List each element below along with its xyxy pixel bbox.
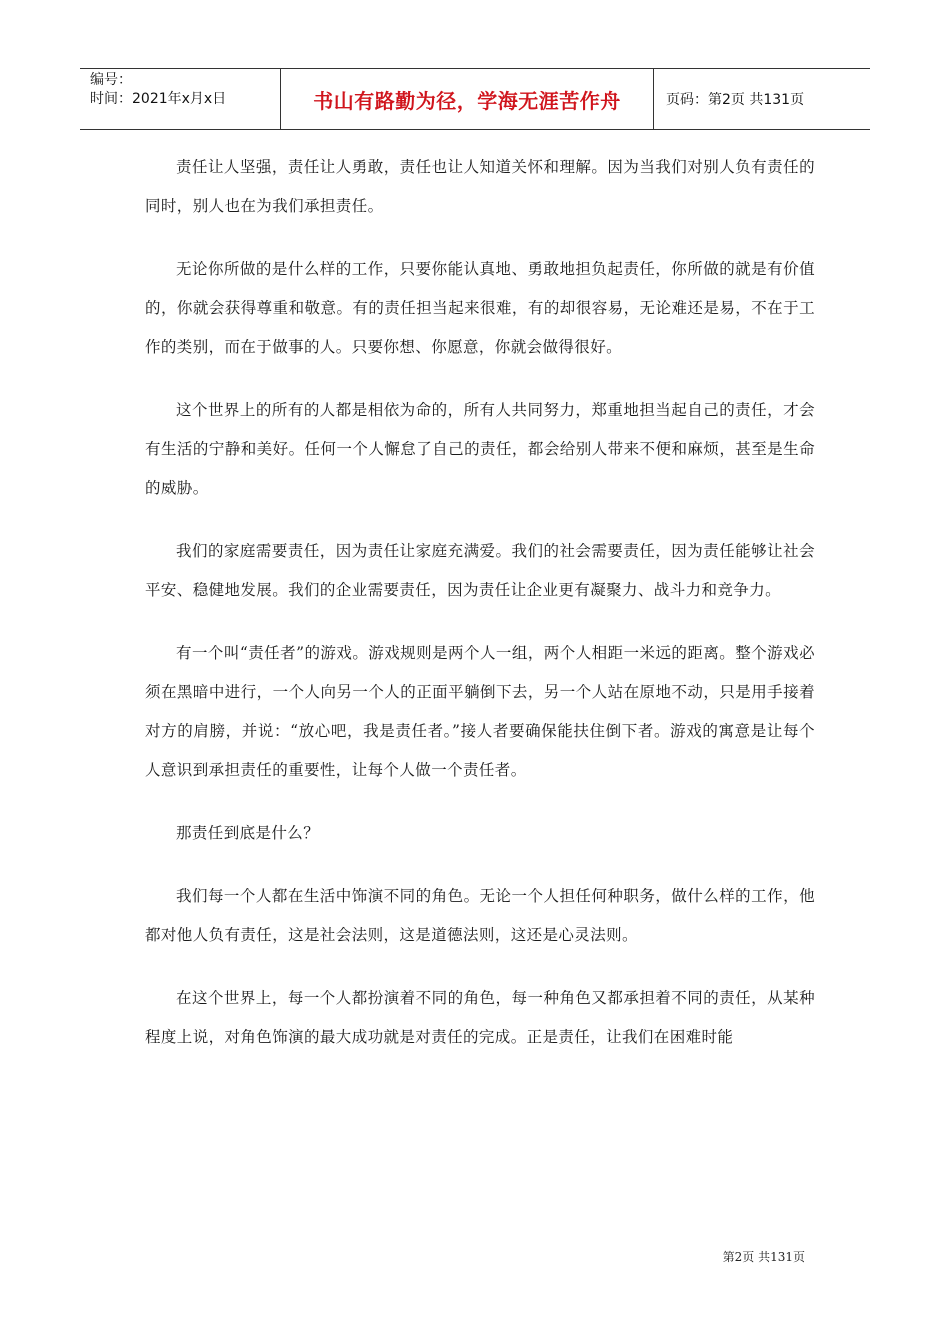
- page-footer: 第2页 共131页: [722, 1250, 805, 1264]
- document-body: [145, 148, 815, 1081]
- header-motto: 书山有路勤为径，学海无涯苦作舟: [281, 69, 654, 129]
- header-page-info: 页码：第2页 共131页: [666, 92, 805, 108]
- paragraph: 无论你所做的是什么样的工作，只要你能认真地、勇敢地担负起责任，你所做的就是有价值的，你就会获得尊重和敬意。有的责任担当起来很难，有的却很容易，无论难还是易，不在于工作的类别，而在于做事的人。只要你想、你愿意，你就会做得很好。: [145, 260, 815, 356]
- paragraph: 有一个叫“责任者”的游戏。游戏规则是两个人一组，两个人相距一米远的距离。整个游戏必须在黑暗中进行，一个人向另一个人的正面平躺倒下去，另一个人站在原地不动，只是用手接着对方的肩膀，并说：“放心吧，我是责任者。”接人者要确保能扶住倒下者。游戏的寓意是让每个人意识到承担责任的重要性，让每个人做一个责任者。: [145, 644, 815, 779]
- header-meta: [80, 69, 281, 129]
- paragraph: 在这个世界上，每一个人都扮演着不同的角色，每一种角色又都承担着不同的责任，从某种程度上说，对角色饰演的最大成功就是对责任的完成。正是责任，让我们在困难时能: [145, 989, 815, 1046]
- paragraph: 责任让人坚强，责任让人勇敢，责任也让人知道关怀和理解。因为当我们对别人负有责任的同时，别人也在为我们承担责任。: [145, 158, 815, 215]
- document-header: [80, 68, 870, 130]
- date-label: 时间：2021年x月x日: [90, 91, 227, 107]
- paragraph: 我们的家庭需要责任，因为责任让家庭充满爱。我们的社会需要责任，因为责任能够让社会平安、稳健地发展。我们的企业需要责任，因为责任让企业更有凝聚力、战斗力和竞争力。: [145, 542, 815, 599]
- paragraph: 那责任到底是什么？: [176, 824, 320, 842]
- paragraph: 这个世界上的所有的人都是相依为命的，所有人共同努力，郑重地担当起自己的责任，才会有生活的宁静和美好。任何一个人懈怠了自己的责任，都会给别人带来不便和麻烦，甚至是生命的威胁。: [145, 401, 815, 497]
- paragraph: 我们每一个人都在生活中饰演不同的角色。无论一个人担任何种职务，做什么样的工作，他都对他人负有责任，这是社会法则，这是道德法则，这还是心灵法则。: [145, 887, 815, 944]
- number-label: 编号：: [90, 72, 132, 88]
